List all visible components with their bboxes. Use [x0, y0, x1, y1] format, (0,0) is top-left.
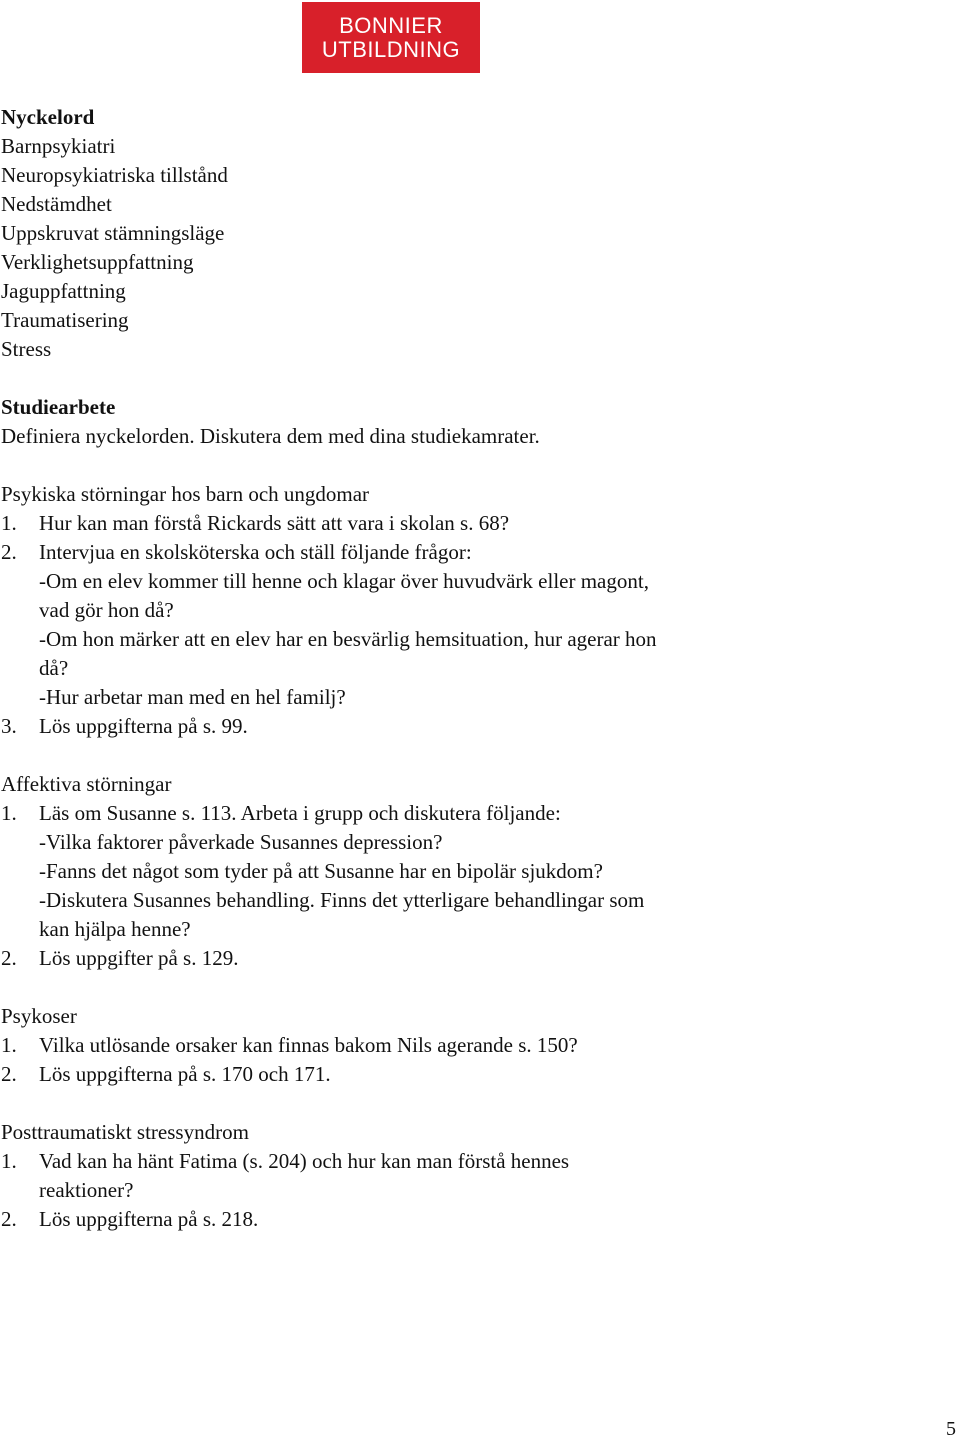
section-title: Affektiva störningar: [1, 772, 172, 796]
keyword-item: Barnpsykiatri: [1, 134, 116, 158]
logo-line-1: BONNIER: [339, 12, 443, 38]
task-number: 1.: [1, 511, 17, 535]
page-number: 5: [946, 1418, 956, 1440]
keyword-item: Traumatisering: [1, 308, 129, 332]
task-text: Lös uppgifter på s. 129.: [39, 946, 239, 970]
spacer: [1, 973, 941, 1002]
task-text: Lös uppgifterna på s. 99.: [39, 714, 248, 738]
task-text: Lös uppgifterna på s. 170 och 171.: [39, 1062, 331, 1086]
task-text: Intervjua en skolsköterska och ställ följande frågor:: [39, 540, 472, 564]
task-text: kan hjälpa henne?: [39, 917, 191, 941]
publisher-logo: [302, 2, 480, 73]
keyword-item: Neuropsykiatriska tillstånd: [1, 163, 228, 187]
task-item: [1, 1205, 941, 1234]
keyword-item: Uppskruvat stämningsläge: [1, 221, 225, 245]
task-number: 1.: [1, 1033, 17, 1057]
task-text: Vad kan ha hänt Fatima (s. 204) och hur kan man förstå hennes: [39, 1149, 570, 1173]
spacer: [1, 1089, 941, 1118]
task-number: 2.: [1, 1207, 17, 1231]
task-text: -Om hon märker att en elev har en besvärlig hemsituation, hur agerar hon: [39, 627, 657, 651]
section-ptsd: [1, 1118, 941, 1234]
logo-line-2: UTBILDNING: [321, 36, 461, 62]
task-number: 2.: [1, 540, 17, 564]
task-item: [1, 1147, 941, 1176]
task-text: -Vilka faktorer påverkade Susannes depression?: [39, 830, 443, 854]
section-title: Posttraumatiskt stressyndrom: [1, 1120, 249, 1144]
task-text: då?: [39, 656, 69, 680]
keyword-item: Verklighetsuppfattning: [1, 250, 194, 274]
section-title: Psykiska störningar hos barn och ungdomar: [1, 482, 370, 506]
task-number: 1.: [1, 801, 17, 825]
study-intro: Definiera nyckelorden. Diskutera dem med dina studiekamrater.: [1, 424, 540, 448]
task-text: reaktioner?: [39, 1178, 134, 1202]
task-number: 2.: [1, 946, 17, 970]
task-text: -Hur arbetar man med en hel familj?: [39, 685, 346, 709]
task-text: -Diskutera Susannes behandling. Finns det ytterligare behandlingar som: [39, 888, 645, 912]
section-psychoses: [1, 1002, 941, 1089]
task-text: Hur kan man förstå Rickards sätt att vara i skolan s. 68?: [39, 511, 510, 535]
task-item: [1, 509, 941, 538]
task-number: 1.: [1, 1149, 17, 1173]
task-item: [1, 1060, 941, 1089]
keyword-item: Jaguppfattning: [1, 279, 126, 303]
document-body: [1, 103, 941, 1234]
task-text: Lös uppgifterna på s. 218.: [39, 1207, 259, 1231]
task-text: -Fanns det något som tyder på att Susanne har en bipolär sjukdom?: [39, 859, 603, 883]
task-item: [1, 799, 941, 828]
spacer: [1, 741, 941, 770]
section-title: Psykoser: [1, 1004, 77, 1028]
section-affective-disorders: [1, 770, 941, 973]
task-item: [1, 944, 941, 973]
task-item: [1, 1031, 941, 1060]
keyword-item: Stress: [1, 337, 52, 361]
task-text: Vilka utlösande orsaker kan finnas bakom Nils agerande s. 150?: [39, 1033, 578, 1057]
spacer: [1, 364, 941, 393]
section-child-disorders: [1, 480, 941, 741]
keyword-item: Nedstämdhet: [1, 192, 112, 216]
task-number: 3.: [1, 714, 17, 738]
study-heading: Studiearbete: [1, 395, 116, 419]
task-number: 2.: [1, 1062, 17, 1086]
task-text: vad gör hon då?: [39, 598, 174, 622]
task-text: Läs om Susanne s. 113. Arbeta i grupp och diskutera följande:: [39, 801, 561, 825]
task-item: [1, 712, 941, 741]
keywords-heading: Nyckelord: [1, 105, 95, 129]
task-item: [1, 538, 941, 567]
keywords-list: [1, 132, 941, 364]
spacer: [1, 451, 941, 480]
task-text: -Om en elev kommer till henne och klagar över huvudvärk eller magont,: [39, 569, 649, 593]
